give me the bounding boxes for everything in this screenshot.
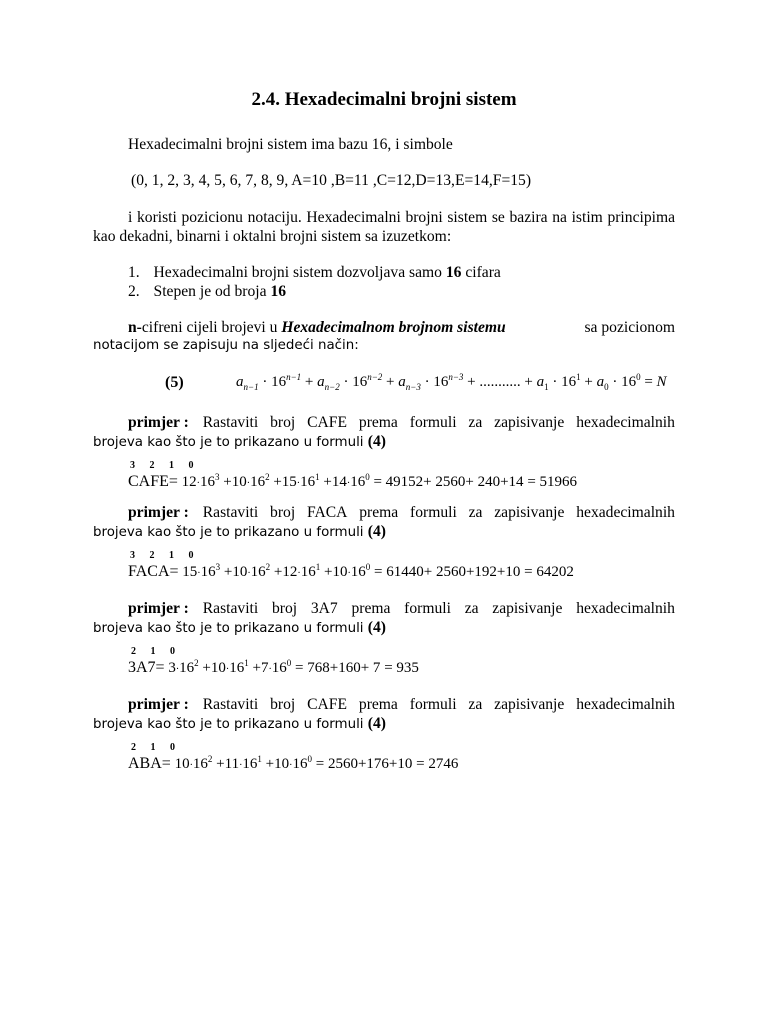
list-number: 2. — [128, 283, 140, 300]
list-number: 1. — [128, 264, 140, 281]
decimal-result: 64202 — [536, 564, 574, 580]
example-heading — [128, 503, 675, 522]
example-text: Rastaviti broj CAFE prema formuli za zapisivanje hexadecimalnih — [202, 696, 675, 713]
ncifreni-text: cifreni cijeli brojevi u — [141, 319, 282, 336]
example-text: Rastaviti broj 3A7 prema formuli za zapisivanje hexadecimalnih — [202, 600, 675, 617]
position-indices: 3 2 1 0 — [130, 460, 200, 471]
expansion-equation: $3A7= 3\cdot 16^2 +10\cdot 16^1 +7\cdot 16^0 = 768+160+ 7 = 935$ — [128, 658, 419, 676]
formula-ref: (4) — [367, 715, 386, 732]
ncifreni-bold: n- — [128, 319, 142, 336]
formula-label — [165, 374, 184, 392]
ncifreni-line1 — [128, 318, 675, 337]
example-line2: brojeva kao što je to prikazano u formuli (4) — [93, 619, 386, 636]
partial-sum: 49152+ 2560+ 240+14 — [385, 474, 524, 490]
expansion-terms: $3\cdot 16^2 +10\cdot 16^1 +7\cdot 16^0$ — [168, 658, 292, 676]
partial-sum: 2560+176+10 — [327, 756, 413, 772]
ncifreni-text2: sa pozicionom — [584, 319, 675, 336]
example-line2: brojeva kao što je to prikazano u formuli (4) — [93, 433, 386, 450]
decimal-result: 51966 — [539, 474, 578, 490]
position-indices: 2 1 0 — [131, 646, 181, 657]
example-heading — [128, 695, 675, 714]
expansion-equation: CAFE= $12\cdot 16^3 +10\cdot 16^2 +15\cdot 16^1 +14\cdot 16^0 = 49152+ 2560+ 240+14 = 51966$ — [128, 472, 578, 490]
decimal-result: 935 — [396, 660, 419, 676]
list-item — [128, 263, 501, 282]
number-name: ABA= — [128, 755, 171, 772]
list-bold: 16 — [445, 264, 462, 281]
example-heading — [128, 413, 675, 432]
formula-ref: (4) — [367, 523, 386, 540]
expansion-equation: FACA= $15\cdot 16^3 +10\cdot 16^2 +12\cdot 16^1 +10\cdot 16^0 = 61440+ 2560+192+10 = 64202$ — [128, 562, 574, 580]
expansion-terms: $10\cdot 16^2 +11\cdot 16^1 +10\cdot 16^0$ — [174, 754, 312, 772]
example-label: primjer : — [128, 504, 189, 521]
partial-sum: 768+160+ 7 — [307, 660, 381, 676]
formula-ref: (4) — [367, 433, 386, 450]
ncifreni-line2: notacijom se zapisuju na sljedeći način: — [93, 338, 359, 353]
list-bold: 16 — [270, 283, 287, 300]
example-text: Rastaviti broj CAFE prema formuli za zapisivanje hexadecimalnih — [202, 414, 675, 431]
partial-sum: 61440+ 2560+192+10 — [386, 564, 521, 580]
list-item — [128, 282, 286, 301]
expansion-terms: $12\cdot 16^3 +10\cdot 16^2 +15\cdot 16^1 +14\cdot 16^0$ — [181, 472, 370, 490]
example-text: Rastaviti broj FACA prema formuli za zapisivanje hexadecimalnih — [202, 504, 675, 521]
position-indices: 3 2 1 0 — [130, 550, 200, 561]
example-line2: brojeva kao što je to prikazano u formuli (4) — [93, 715, 386, 732]
formula-result: N — [656, 374, 667, 390]
list-text: Stepen je od broja — [153, 283, 271, 300]
positional-formula: $a_{n-1} \cdot 16^{n-1} + a_{n-2} \cdot 16^{n-2} + a_{n-3} \cdot 16^{n-3}$ + ........... + $a_1 \cdot 16^1 + a_0 \cdot 16^0 = N$ — [236, 372, 667, 392]
example-line2: brojeva kao što je to prikazano u formuli (4) — [93, 523, 386, 540]
formula-ref: (4) — [367, 619, 386, 636]
example-label: primjer : — [128, 600, 189, 617]
paragraph-positional: i koristi pozicionu notaciju. Hexadecimalni brojni sistem se bazira na istim principima kao dekadni, binarni i oktalni brojni sistem sa izuzetkom: — [93, 209, 675, 245]
list-after: cifara — [461, 264, 501, 281]
list-text: Hexadecimalni brojni sistem dozvoljava samo — [153, 264, 446, 281]
expansion-terms: $15\cdot 16^3 +10\cdot 16^2 +12\cdot 16^1 +10\cdot 16^0$ — [182, 562, 371, 580]
ncifreni-emphasis: Hexadecimalnom brojnom sistemu — [281, 319, 506, 336]
example-heading — [128, 599, 675, 618]
example-label: primjer : — [128, 414, 189, 431]
expansion-equation: $ABA= 10\cdot 16^2 +11\cdot 16^1 +10\cdot 16^0 = 2560+176+10 = 2746$ — [128, 754, 459, 772]
section-title: 2.4. Hexadecimalni brojni sistem — [251, 89, 517, 110]
decimal-result: 2746 — [428, 756, 459, 772]
symbols-list: (0, 1, 2, 3, 4, 5, 6, 7, 8, 9, A=10 ,B=11 ,C=12,D=13,E=14,F=15) — [131, 172, 532, 189]
formula-number: (5) — [165, 374, 184, 391]
intro-text: Hexadecimalni brojni sistem ima bazu 16, i simbole — [128, 136, 453, 153]
position-indices: 2 1 0 — [131, 742, 181, 753]
number-name: 3A7= — [128, 659, 165, 676]
example-label: primjer : — [128, 696, 189, 713]
number-name: FACA= — [128, 563, 179, 580]
number-name: CAFE= — [128, 473, 178, 490]
